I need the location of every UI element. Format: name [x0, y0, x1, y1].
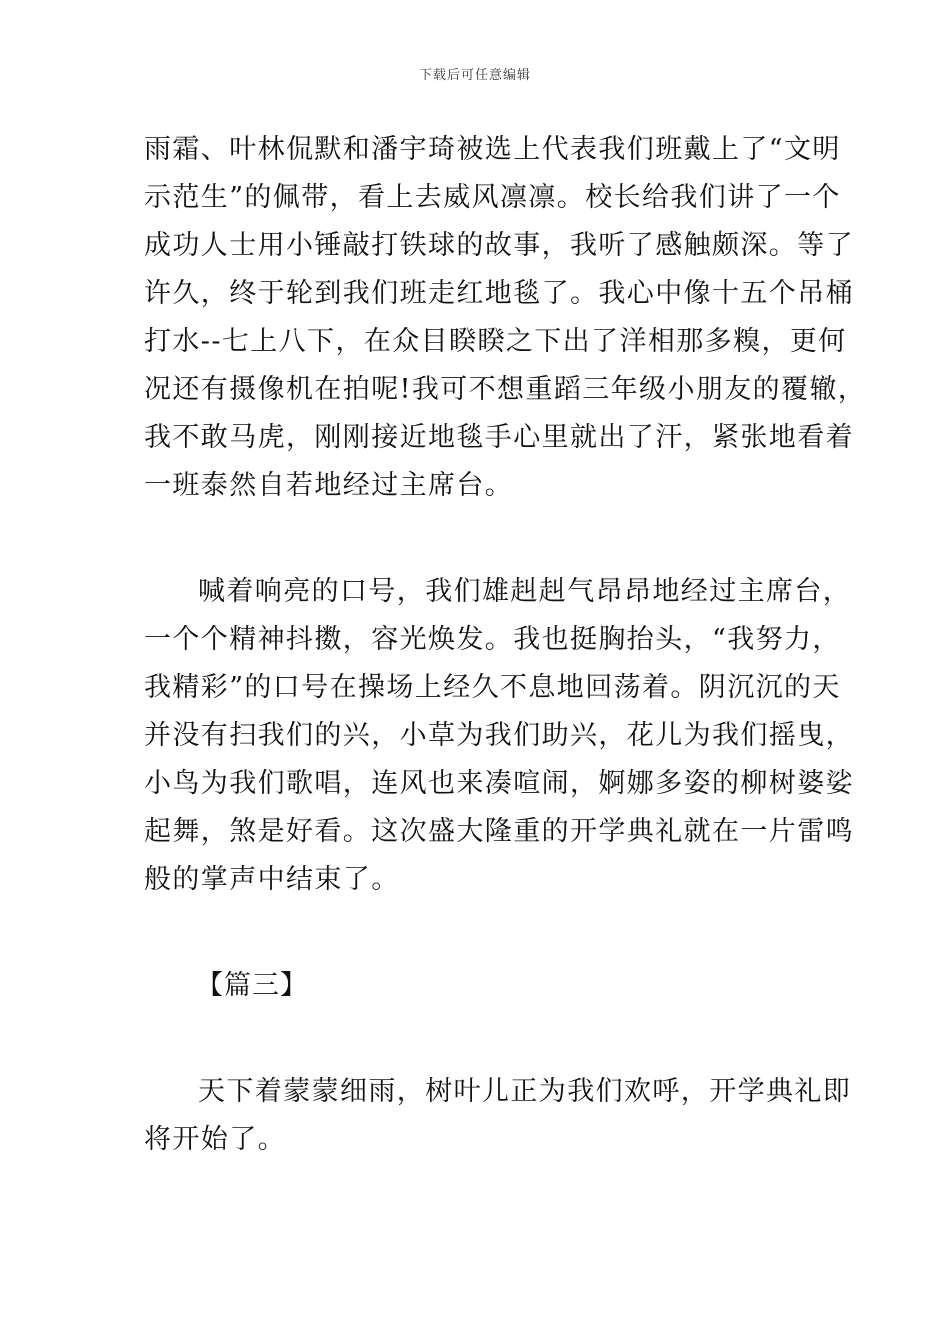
paragraph-spacer [144, 904, 808, 962]
paragraph-line: 一个个精神抖擞，容光焕发。我也挺胸抬头，“我努力， [144, 624, 841, 655]
paragraph-1 [144, 126, 867, 510]
paragraph-spacer [144, 1010, 808, 1068]
section-title: 【篇三】 [196, 970, 308, 1001]
document-body [144, 126, 867, 1164]
paragraph-line: 我精彩”的口号在操场上经久不息地回荡着。阴沉沉的天 [144, 672, 841, 703]
paragraph-line: 示范生”的佩带，看上去威风凛凛。校长给我们讲了一个 [144, 182, 841, 213]
paragraph-line: 小鸟为我们歌唱，连风也来凑喧闹，婀娜多姿的柳树婆娑 [144, 768, 854, 799]
page-header: 下载后可任意编辑 [418, 68, 531, 83]
paragraph-line: 并没有扫我们的兴，小草为我们助兴，花儿为我们摇曳， [144, 720, 854, 751]
paragraph-line: 一班泰然自若地经过主席台。 [144, 470, 514, 501]
paragraph-line: 许久，终于轮到我们班走红地毯了。我心中像十五个吊桶 [144, 278, 854, 309]
paragraph-line: 起舞，煞是好看。这次盛大隆重的开学典礼就在一片雷鸣 [144, 816, 854, 847]
paragraph-line: 喊着响亮的口号，我们雄赳赳气昂昂地经过主席台， [198, 576, 852, 607]
paragraph-3 [144, 1068, 852, 1164]
paragraph-2 [144, 568, 854, 904]
paragraph-line: 天下着蒙蒙细雨，树叶儿正为我们欢呼，开学典礼即 [198, 1076, 852, 1107]
paragraph-spacer [144, 510, 808, 568]
paragraph-line: 况还有摄像机在拍呢!我可不想重蹈三年级小朋友的覆辙， [144, 374, 867, 405]
paragraph-line: 打水--七上八下，在众目睽睽之下出了洋相那多糗，更何 [144, 326, 847, 357]
paragraph-line: 雨霜、叶林侃默和潘宇琦被选上代表我们班戴上了“文明 [144, 134, 841, 165]
paragraph-line: 般的掌声中结束了。 [144, 864, 400, 895]
paragraph-line: 将开始了。 [144, 1124, 286, 1155]
paragraph-line: 成功人士用小锤敲打铁球的故事，我听了感触颇深。等了 [144, 230, 854, 261]
paragraph-line: 我不敢马虎，刚刚接近地毯手心里就出了汗，紧张地看着 [144, 422, 854, 453]
